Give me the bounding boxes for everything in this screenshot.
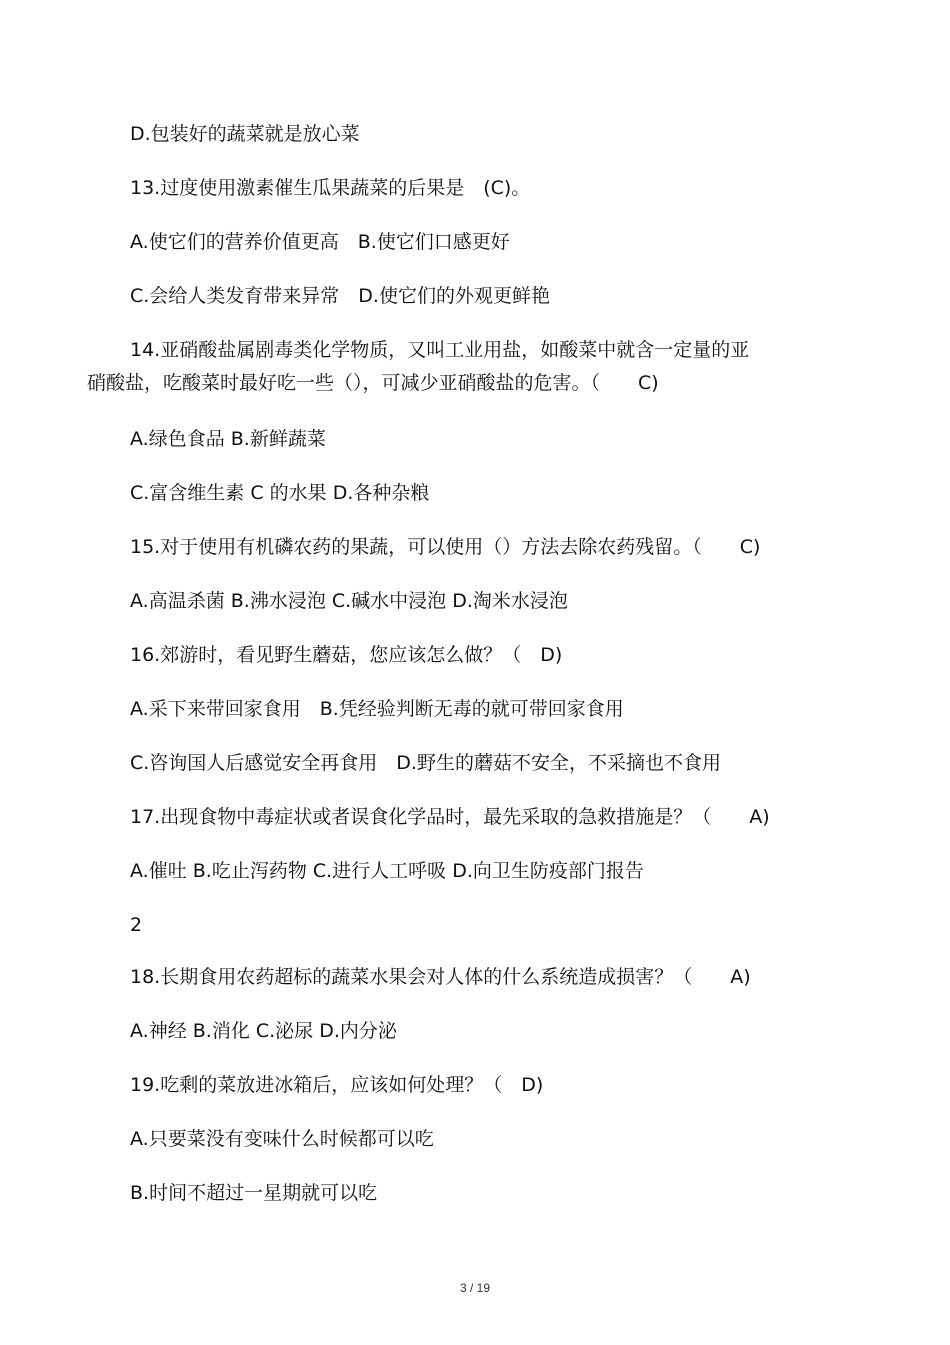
question-17: 17.出现食物中毒症状或者误食化学品时，最先采取的急救措施是？（ A) bbox=[130, 806, 770, 828]
options-16-cd: C.咨询国人后感觉安全再食用 D.野生的蘑菇不安全，不采摘也不食用 bbox=[130, 752, 721, 774]
question-15: 15.对于使用有机磷农药的果蔬，可以使用（）方法去除农药残留。（ C) bbox=[130, 536, 761, 558]
question-14-continued: 硝酸盐，吃酸菜时最好吃一些（），可减少亚硝酸盐的危害。（ C) bbox=[87, 372, 659, 394]
question-16: 16.郊游时，看见野生蘑菇，您应该怎么做？（ D) bbox=[130, 644, 563, 666]
question-18: 18.长期食用农药超标的蔬菜水果会对人体的什么系统造成损害？（ A) bbox=[130, 966, 751, 988]
option-19-a: A.只要菜没有变味什么时候都可以吃 bbox=[130, 1128, 434, 1150]
options-17: A.催吐 B.吃止泻药物 C.进行人工呼吸 D.向卫生防疫部门报告 bbox=[130, 860, 644, 882]
options-13-ab: A.使它们的营养价值更高 B.使它们口感更好 bbox=[130, 231, 510, 253]
question-14: 14.亚硝酸盐属剧毒类化学物质，又叫工业用盐，如酸菜中就含一定量的亚 bbox=[130, 339, 750, 361]
page-indicator: 3 / 19 bbox=[459, 1281, 491, 1295]
options-13-cd: C.会给人类发育带来异常 D.使它们的外观更鲜艳 bbox=[130, 285, 550, 307]
options-18: A.神经 B.消化 C.泌尿 D.内分泌 bbox=[130, 1020, 397, 1042]
options-14-cd: C.富含维生素 C 的水果 D.各种杂粮 bbox=[130, 482, 430, 504]
option-19-b: B.时间不超过一星期就可以吃 bbox=[130, 1182, 378, 1204]
question-19: 19.吃剩的菜放进冰箱后，应该如何处理？（ D) bbox=[130, 1074, 544, 1096]
stray-number: 2 bbox=[130, 914, 143, 936]
options-14-ab: A.绿色食品 B.新鲜蔬菜 bbox=[130, 428, 326, 450]
options-16-ab: A.采下来带回家食用 B.凭经验判断无毒的就可带回家食用 bbox=[130, 698, 624, 720]
option-line-12d: D.包装好的蔬菜就是放心菜 bbox=[130, 123, 360, 145]
options-15: A.高温杀菌 B.沸水浸泡 C.碱水中浸泡 D.淘米水浸泡 bbox=[130, 590, 568, 612]
question-13: 13.过度使用激素催生瓜果蔬菜的后果是 (C)。 bbox=[130, 177, 531, 199]
